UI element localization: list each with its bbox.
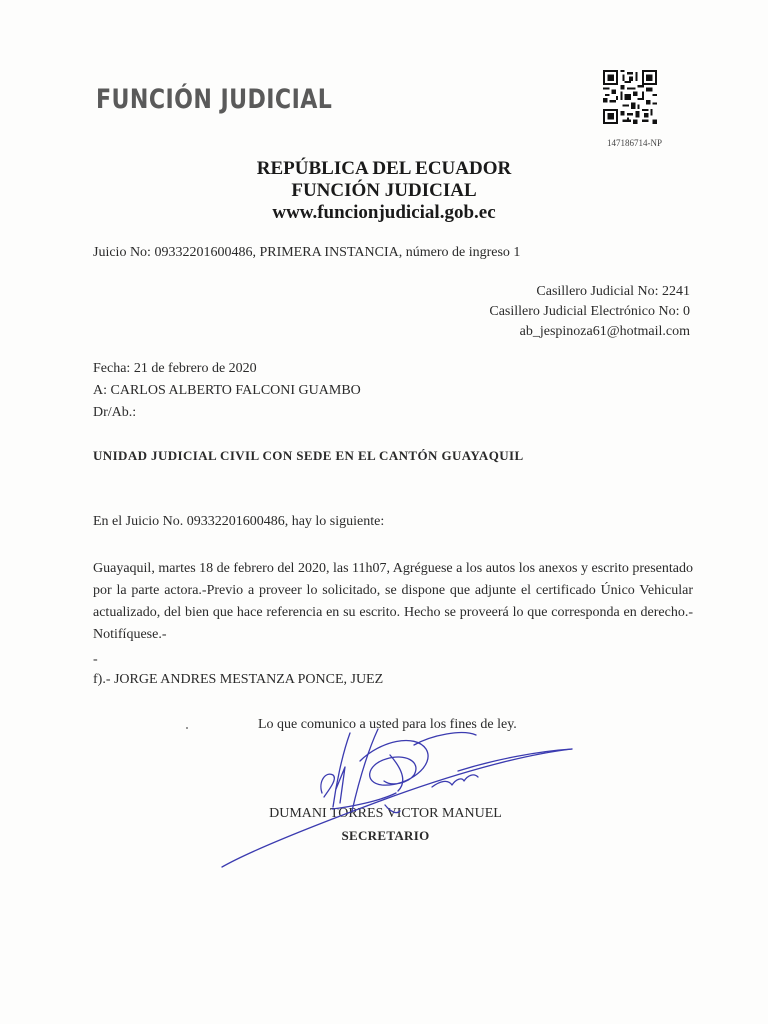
fecha: Fecha: 21 de febrero de 2020 bbox=[93, 361, 257, 376]
juicio-intro: En el Juicio No. 09332201600486, hay lo siguiente: bbox=[93, 514, 385, 529]
casillero-email: ab_jespinoza61@hotmail.com bbox=[519, 324, 690, 339]
providencia-text: Guayaquil, martes 18 de febrero del 2020, las 11h07, Agréguese a los autos los anexos y escrito presentado por la parte actora.-Previo a proveer lo solicitado, se dispone que adjunte el certificado Único Vehicular actualizado, del bien que hace referencia en su escrito. Hecho se proveerá lo que corresponda en derecho.-Notifíquese.- bbox=[93, 561, 693, 642]
secretario-cargo: SECRETARIO bbox=[341, 828, 430, 843]
titulo-destinatario: Dr/Ab.: bbox=[93, 405, 137, 420]
firma-juez: f).- JORGE ANDRES MESTANZA PONCE, JUEZ bbox=[93, 672, 384, 687]
secretario-nombre: DUMANI TORRES VICTOR MANUEL bbox=[269, 806, 502, 821]
document-reference: 147186714-NP bbox=[606, 138, 662, 148]
header-website: www.funcionjudicial.gob.ec bbox=[272, 202, 496, 223]
qr-code-icon bbox=[603, 70, 657, 124]
comunico-text: Lo que comunico a usted para los fines de ley. bbox=[258, 717, 517, 732]
funcion-judicial-logo: FUNCIÓN JUDICIAL bbox=[96, 84, 333, 115]
casillero-judicial: Casillero Judicial No: 2241 bbox=[536, 284, 690, 299]
separator-dash: - bbox=[93, 652, 98, 667]
header-funcion-judicial: FUNCIÓN JUDICIAL bbox=[291, 180, 477, 201]
header-republica: REPÚBLICA DEL ECUADOR bbox=[256, 158, 512, 179]
destinatario: A: CARLOS ALBERTO FALCONI GUAMBO bbox=[93, 383, 361, 398]
unidad-judicial-heading: UNIDAD JUDICIAL CIVIL CON SEDE EN EL CANTÓN GUAYAQUIL bbox=[93, 448, 524, 463]
scan-speck bbox=[186, 727, 188, 729]
handwritten-signature bbox=[200, 715, 580, 875]
juicio-line: Juicio No: 09332201600486, PRIMERA INSTANCIA, número de ingreso 1 bbox=[93, 245, 521, 260]
casillero-electronico: Casillero Judicial Electrónico No: 0 bbox=[489, 304, 690, 319]
